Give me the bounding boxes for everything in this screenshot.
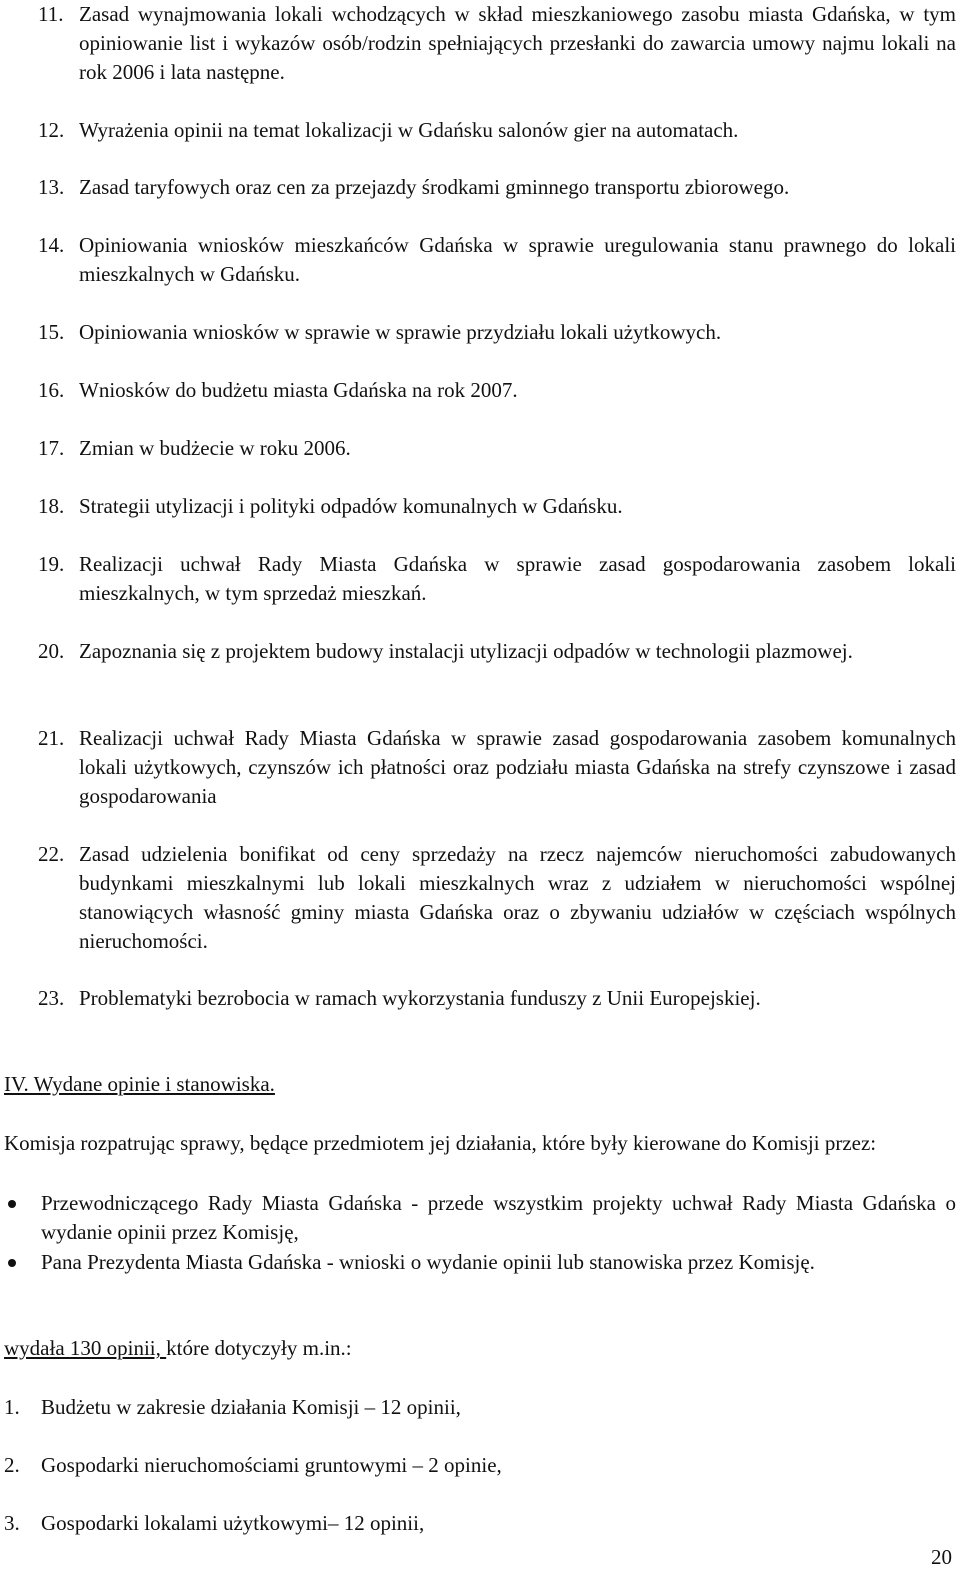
- item-text: Realizacji uchwał Rady Miasta Gdańska w sprawie zasad gospodarowania zasobem lokali mieszkalnych, w tym sprzedaż mieszkań.: [79, 552, 956, 605]
- item-text: Wniosków do budżetu miasta Gdańska na rok 2007.: [79, 378, 518, 402]
- list-item-17: [38, 434, 956, 463]
- item-number: 17.: [38, 436, 65, 460]
- section-heading: IV. Wydane opinie i stanowiska.: [4, 1072, 275, 1096]
- item-text: Wyrażenia opinii na temat lokalizacji w Gdańsku salonów gier na automatach.: [79, 118, 739, 142]
- count-number: 1.: [4, 1395, 20, 1419]
- item-number: 22.: [38, 842, 65, 866]
- bullet-text: Przewodniczącego Rady Miasta Gdańska - przede wszystkim projekty uchwał Rady Miasta Gdańska o wydanie opinii przez Komisję,: [41, 1191, 956, 1244]
- count-text: Budżetu w zakresie działania Komisji – 12 opinii,: [41, 1395, 461, 1419]
- item-text: Problematyki bezrobocia w ramach wykorzystania funduszy z Unii Europejskiej.: [79, 986, 761, 1010]
- summary-rest: które dotyczyły m.in.:: [166, 1336, 352, 1360]
- list-item-19: [38, 550, 956, 608]
- list-item-15: [38, 318, 956, 347]
- page-number: 20: [931, 1545, 952, 1569]
- list-item-22: [38, 840, 956, 956]
- item-text: Zasad wynajmowania lokali wchodzących w skład mieszkaniowego zasobu miasta Gdańska, w tym opiniowanie list i wykazów osób/rodzin spełniających przesłanki do zawarcia umowy najmu lokali na rok 2006 i lata następne.: [79, 2, 956, 84]
- item-number: 11.: [38, 2, 64, 26]
- list-item-18: [38, 492, 956, 521]
- item-number: 23.: [38, 986, 65, 1010]
- item-text: Zasad taryfowych oraz cen za przejazdy środkami gminnego transportu zbiorowego.: [79, 175, 790, 199]
- item-number: 13.: [38, 175, 65, 199]
- bullet-item: [4, 1189, 956, 1247]
- list-item-23: [38, 984, 956, 1013]
- item-text: Opiniowania wniosków mieszkańców Gdańska w sprawie uregulowania stanu prawnego do lokali mieszkalnych w Gdańsku.: [79, 233, 956, 286]
- list-item-12: [38, 116, 956, 145]
- list-item-14: [38, 231, 956, 289]
- count-text: Gospodarki lokalami użytkowymi– 12 opinii,: [41, 1511, 425, 1535]
- count-number: 2.: [4, 1453, 20, 1477]
- item-number: 20.: [38, 639, 65, 663]
- list-item-16: [38, 376, 956, 405]
- item-text: Strategii utylizacji i polityki odpadów komunalnych w Gdańsku.: [79, 494, 623, 518]
- bullet-icon: [8, 1200, 16, 1208]
- count-number: 3.: [4, 1511, 20, 1535]
- item-text: Zapoznania się z projektem budowy instalacji utylizacji odpadów w technologii plazmowej.: [79, 639, 853, 663]
- list-item-13: [38, 173, 956, 202]
- item-text: Zmian w budżecie w roku 2006.: [79, 436, 351, 460]
- list-item-20: [38, 637, 956, 666]
- item-number: 12.: [38, 118, 65, 142]
- item-text: Opiniowania wniosków w sprawie w sprawie przydziału lokali użytkowych.: [79, 320, 722, 344]
- intro-paragraph: Komisja rozpatrując sprawy, będące przedmiotem jej działania, które były kierowane do Komisji przez:: [4, 1131, 877, 1155]
- list-item-21: [38, 724, 956, 811]
- count-text: Gospodarki nieruchomościami gruntowymi – 2 opinie,: [41, 1453, 502, 1477]
- list-item-11: [38, 0, 956, 87]
- item-number: 16.: [38, 378, 65, 402]
- bullet-item: [4, 1248, 956, 1277]
- item-number: 15.: [38, 320, 65, 344]
- item-text: Realizacji uchwał Rady Miasta Gdańska w sprawie zasad gospodarowania zasobem komunalnych lokali użytkowych, czynszów ich płatności oraz podziału miasta Gdańska na strefy czynszowe i zasad gospodarowania: [79, 726, 956, 808]
- bullet-text: Pana Prezydenta Miasta Gdańska - wnioski o wydanie opinii lub stanowiska przez Komisję.: [41, 1250, 815, 1274]
- item-number: 18.: [38, 494, 65, 518]
- item-number: 14.: [38, 233, 65, 257]
- bullet-icon: [8, 1259, 16, 1267]
- summary-lead: wydała 130 opinii,: [4, 1336, 167, 1360]
- item-text: Zasad udzielenia bonifikat od ceny sprzedaży na rzecz najemców nieruchomości zabudowanych budynkami mieszkalnymi lub lokali mieszkalnych wraz z udziałem w nieruchomości wspólnej stanowiących własność gminy miasta Gdańska oraz o zbywaniu udziałów w częściach wspólnych nieruchomości.: [79, 842, 956, 953]
- item-number: 19.: [38, 552, 65, 576]
- item-number: 21.: [38, 726, 65, 750]
- summary-line: [4, 1334, 352, 1363]
